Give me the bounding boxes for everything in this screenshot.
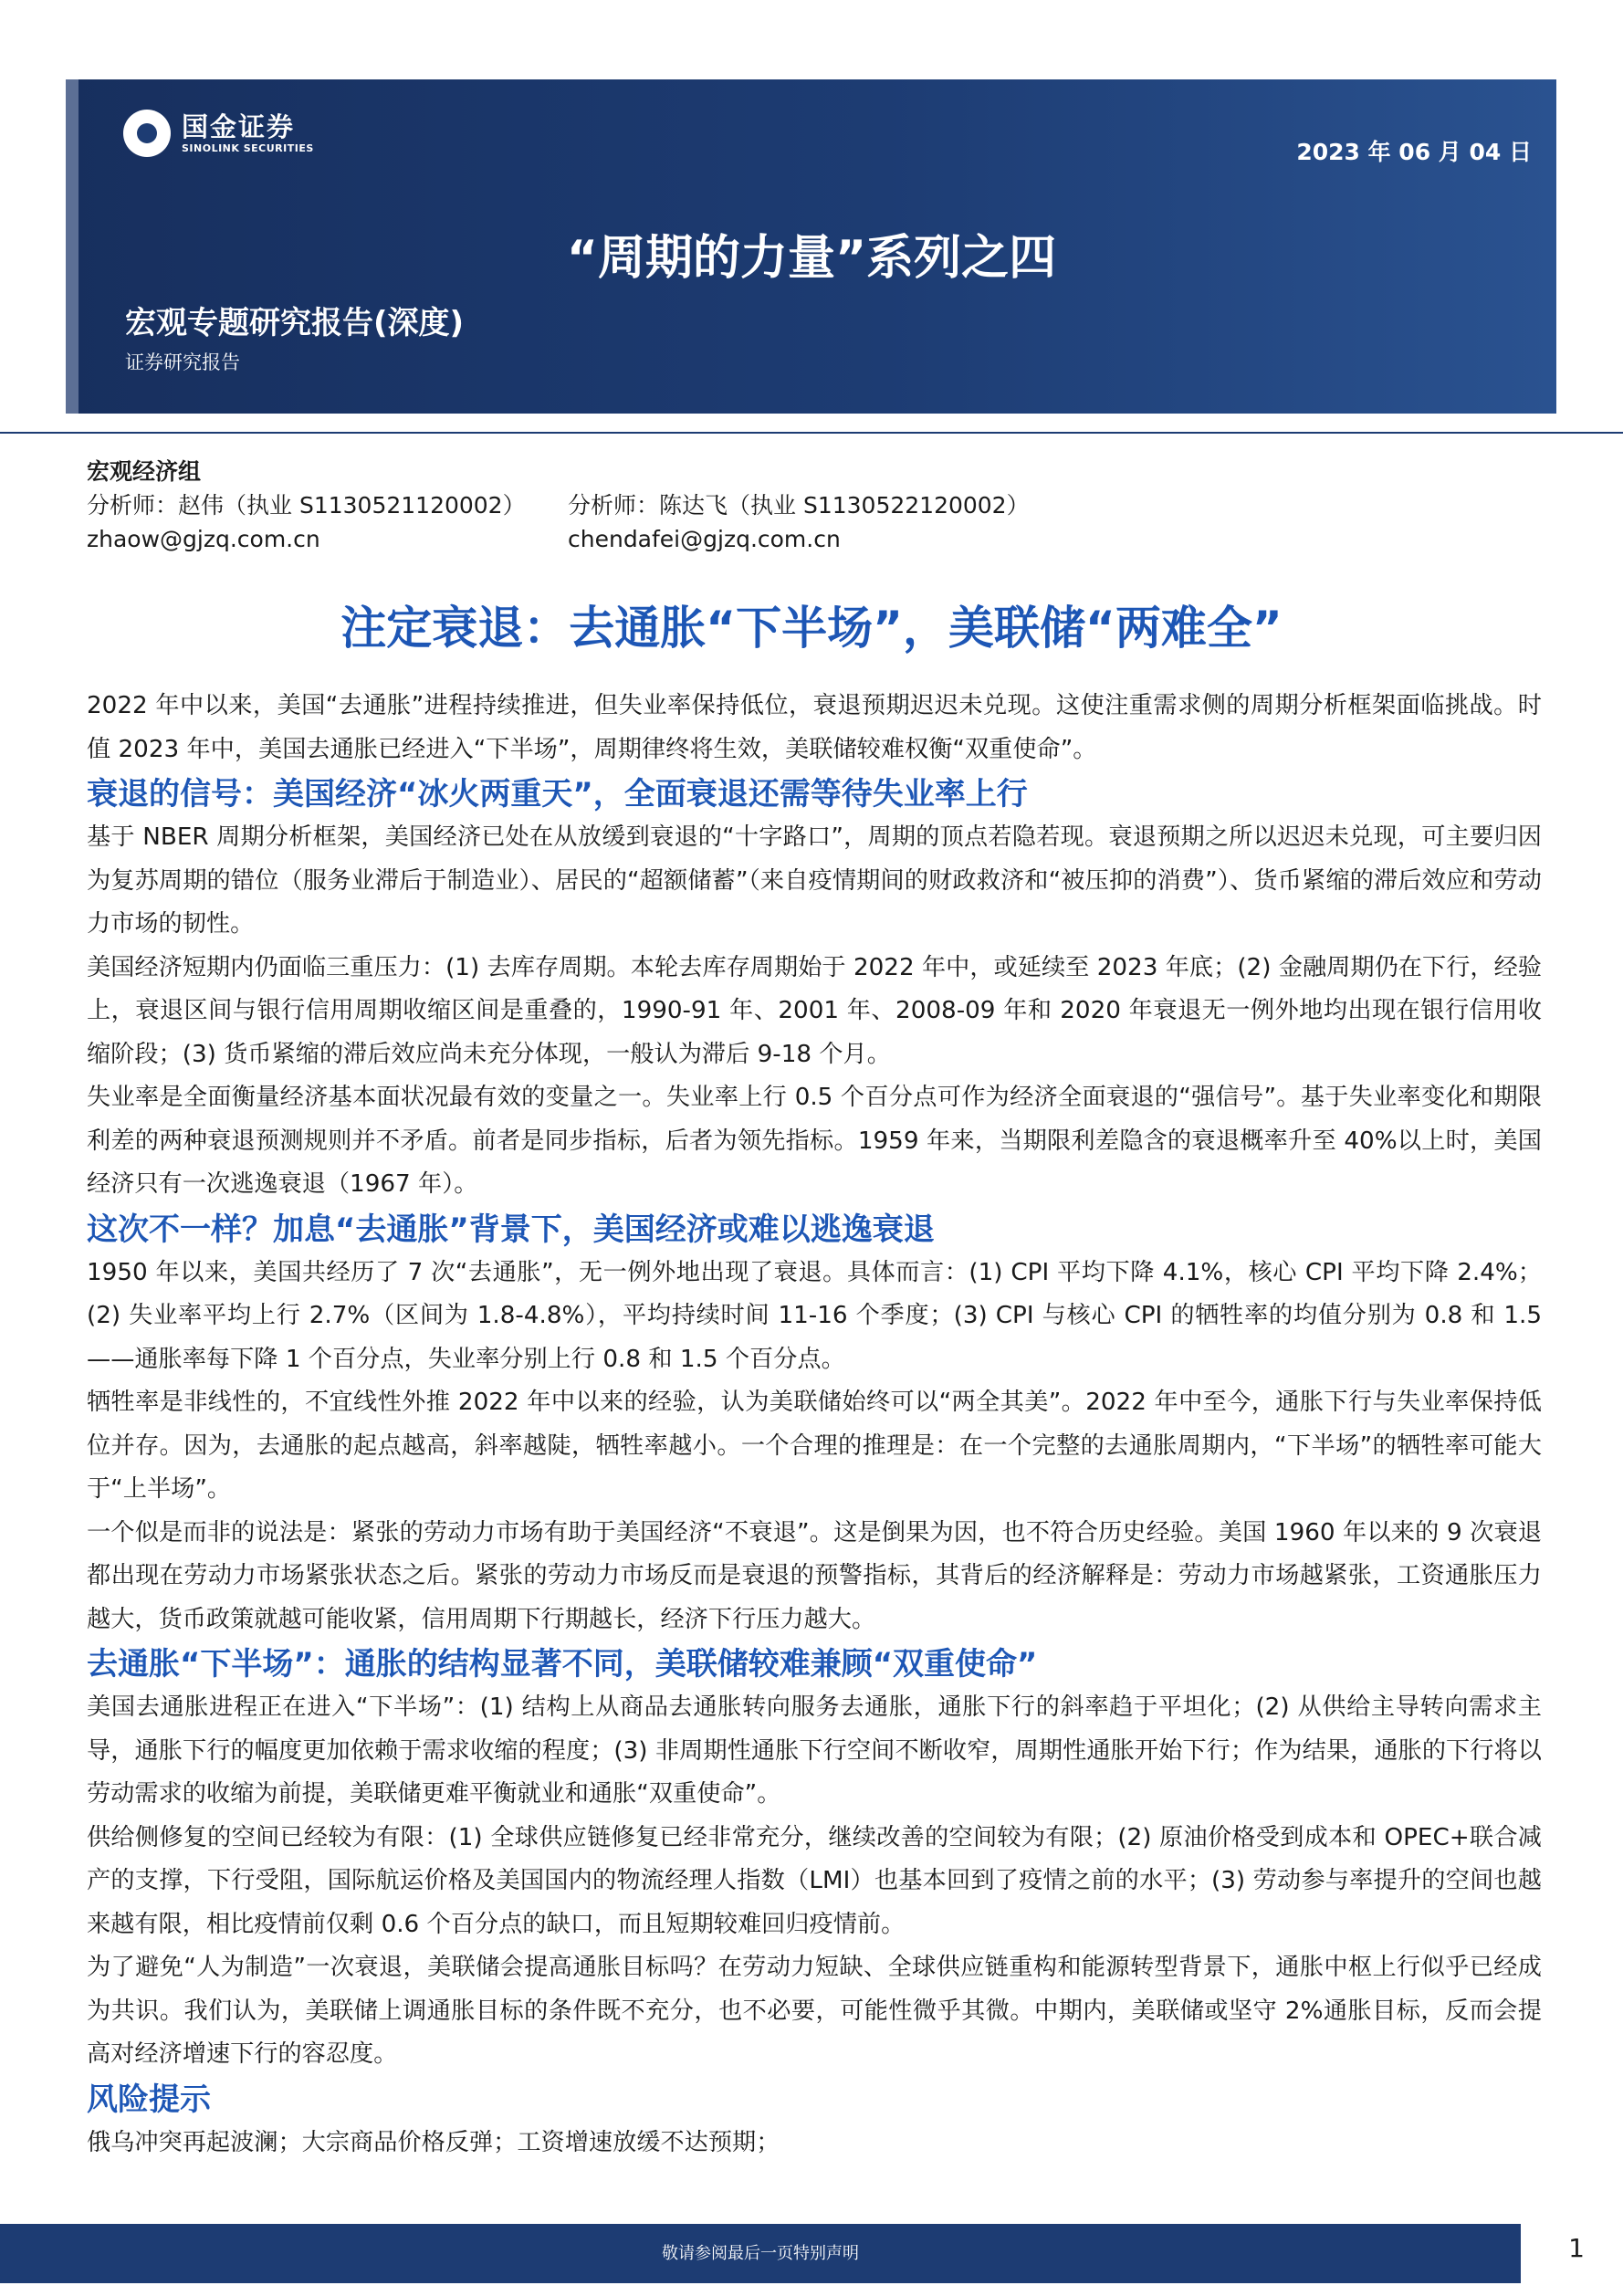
report-type: 宏观专题研究报告(深度) bbox=[125, 305, 465, 341]
company-logo bbox=[123, 110, 314, 157]
section-heading: 这次不一样？加息“去通胀”背景下，美国经济或难以逃逸衰退 bbox=[87, 1211, 935, 1248]
analyst-2-email[interactable]: chendafei@gjzq.com.cn bbox=[568, 526, 841, 552]
section-heading: 去通胀“下半场”：通胀的结构显著不同，美联储较难兼顾“双重使命” bbox=[87, 1646, 1038, 1683]
logo-name-cn: 国金证券 bbox=[182, 111, 296, 142]
paragraph: 美国经济短期内仍面临三重压力：(1) 去库存周期。本轮去库存周期始于 2022 年中，或延续至 2023 年底；(2) 金融周期仍在下行，经验上，衰退区间与银行信用周期收缩区间是重叠的，1990-91 年、2001 年、2008-09 年和 2020 年衰退无一例外地均出现在银行信用收缩阶段；(3) 货币紧缩的滞后效应尚未充分体现，一般认为滞后 9-18 个月。 bbox=[87, 953, 1542, 1068]
paragraph: 供给侧修复的空间已经较为有限：(1) 全球供应链修复已经非常充分，继续改善的空间较为有限；(2) 原油价格受到成本和 OPEC+联合减产的支撑，下行受阻，国际航运价格及美国国内的物流经理人指数（LMI）也基本回到了疫情之前的水平；(3) 劳动参与率提升的空间也越来越有限，相比疫情前仅剩 0.6 个百分点的缺口，而且短期较难回归疫情前。 bbox=[87, 1823, 1542, 1938]
paragraph: 失业率是全面衡量经济基本面状况最有效的变量之一。失业率上行 0.5 个百分点可作为经济全面衰退的“强信号”。基于失业率变化和期限利差的两种衰退预测规则并不矛盾。前者是同步指标，后者为领先指标。1959 年来，当期限利差隐含的衰退概率升至 40%以上时，美国经济只有一次逃逸衰退（1967 年）。 bbox=[87, 1084, 1542, 1198]
report-date: 2023 年 06 月 04 日 bbox=[1296, 139, 1532, 165]
section-heading: 衰退的信号：美国经济“冰火两重天”，全面衰退还需等待失业率上行 bbox=[87, 776, 1028, 813]
footer-bar bbox=[0, 2224, 1521, 2283]
footer-disclaimer: 敬请参阅最后一页特别声明 bbox=[662, 2244, 859, 2263]
page-number: 1 bbox=[1568, 2233, 1585, 2263]
report-title: 注定衰退：去通胀“下半场”，美联储“两难全” bbox=[340, 602, 1283, 655]
paragraph: 一个似是而非的说法是：紧张的劳动力市场有助于美国经济“不衰退”。这是倒果为因，也不符合历史经验。美国 1960 年以来的 9 次衰退都出现在劳动力市场紧张状态之后。紧张的劳动力市场反而是衰退的预警指标，其背后的经济解释是：劳动力市场越紧张，工资通胀压力越大，货币政策就越可能收紧，信用周期下行期越长，经济下行压力越大。 bbox=[87, 1518, 1542, 1633]
analyst-1: 分析师：赵伟（执业 S1130521120002） bbox=[87, 492, 526, 519]
report-body bbox=[87, 685, 1542, 2165]
risk-heading: 风险提示 bbox=[87, 2081, 211, 2118]
logo-name-en: SINOLINK SECURITIES bbox=[182, 142, 314, 154]
paragraph: 基于 NBER 周期分析框架，美国经济已处在从放缓到衰退的“十字路口”，周期的顶点若隐若现。衰退预期之所以迟迟未兑现，可主要归因为复苏周期的错位（服务业滞后于制造业）、居民的“超额储蓄”（来自疫情期间的财政救济和“被压抑的消费”）、货币紧缩的滞后效应和劳动力市场的韧性。 bbox=[87, 823, 1542, 938]
header-divider bbox=[0, 432, 1623, 434]
analyst-2: 分析师：陈达飞（执业 S1130522120002） bbox=[568, 492, 1030, 519]
paragraph: 牺牲率是非线性的，不宜线性外推 2022 年中以来的经验，认为美联储始终可以“两全其美”。2022 年中至今，通胀下行与失业率保持低位并存。因为，去通胀的起点越高，斜率越陡，牺牲率越小。一个合理的推理是：在一个完整的去通胀周期内，“下半场”的牺牲率可能大于“上半场”。 bbox=[87, 1389, 1542, 1503]
paragraph: 美国去通胀进程正在进入“下半场”：(1) 结构上从商品去通胀转向服务去通胀，通胀下行的斜率趋于平坦化；(2) 从供给主导转向需求主导，通胀下行的幅度更加依赖于需求收缩的程度；(3) 非周期性通胀下行空间不断收窄，周期性通胀开始下行；作为结果，通胀的下行将以劳动需求的收缩为前提，美联储更难平衡就业和通胀“双重使命”。 bbox=[87, 1693, 1542, 1808]
series-title: “周期的力量”系列之四 bbox=[566, 231, 1057, 286]
paragraph: 1950 年以来，美国共经历了 7 次“去通胀”，无一例外地出现了衰退。具体而言：(1) CPI 平均下降 4.1%，核心 CPI 平均下降 2.4%；(2) 失业率平均上行 2.7%（区间为 1.8-4.8%），平均持续时间 11-16 个季度；(3) CPI 与核心 CPI 的牺牲率的均值分别为 0.8 和 1.5——通胀率每下降 1 个百分点，失业率分别上行 0.8 和 1.5 个百分点。 bbox=[87, 1258, 1542, 1373]
research-group: 宏观经济组 bbox=[87, 458, 202, 485]
report-subtype: 证券研究报告 bbox=[125, 351, 240, 373]
author-block bbox=[87, 455, 1030, 556]
intro-paragraph: 2022 年中以来，美国“去通胀”进程持续推进，但失业率保持低位，衰退预期迟迟未兑现。这使注重需求侧的周期分析框架面临挑战。时值 2023 年中，美国去通胀已经进入“下半场”，周期律终将生效，美联储较难权衡“双重使命”。 bbox=[87, 692, 1542, 763]
risk-paragraph: 俄乌冲突再起波澜；大宗商品价格反弹；工资增速放缓不达预期； bbox=[87, 2128, 780, 2156]
paragraph: 为了避免“人为制造”一次衰退，美联储会提高通胀目标吗？在劳动力短缺、全球供应链重构和能源转型背景下，通胀中枢上行似乎已经成为共识。我们认为，美联储上调通胀目标的条件既不充分，也不必要，可能性微乎其微。中期内，美联储或坚守 2%通胀目标，反而会提高对经济增速下行的容忍度。 bbox=[87, 1954, 1542, 2068]
analyst-1-email[interactable]: zhaow@gjzq.com.cn bbox=[87, 526, 320, 552]
logo-circle-icon bbox=[123, 110, 171, 157]
